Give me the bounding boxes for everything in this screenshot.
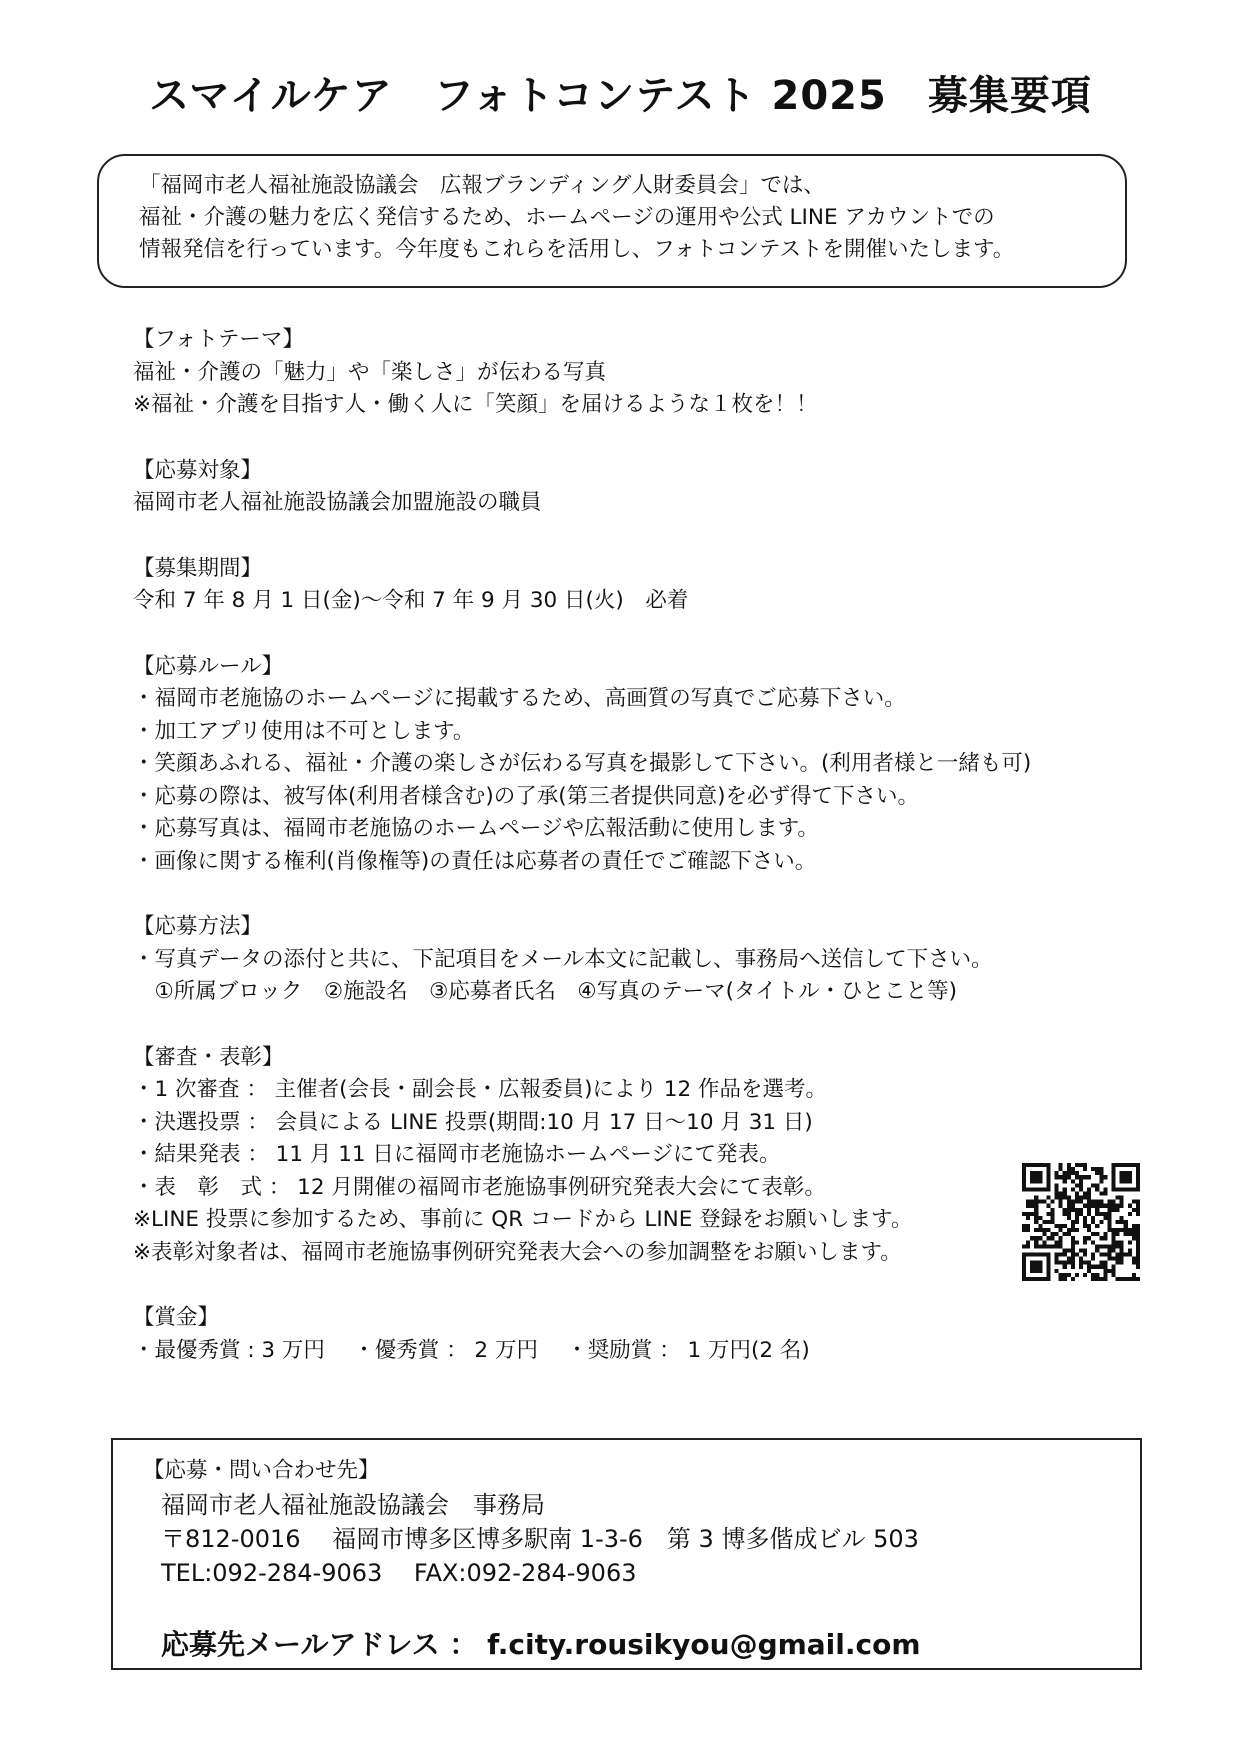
page-title: スマイルケア フォトコンテスト 2025 募集要項 xyxy=(149,73,1092,119)
section-eligibility xyxy=(133,455,1133,520)
section-line: ・決選投票 ： 会員による LINE 投票(期間:10 月 17 日～10 月 31 日) xyxy=(133,1109,813,1135)
section-theme xyxy=(133,324,1133,422)
section-prize xyxy=(133,1302,1133,1367)
section-judging xyxy=(133,1042,1133,1270)
section-heading: 【応募対象】 xyxy=(133,457,263,483)
intro-line: 情報発信を行っています。今年度もこれらを活用し、フォトコンテストを開催いたします。 xyxy=(139,237,1015,262)
section-line: ※福祉・介護を目指す人・働く人に「笑顔」を届けるような１枚を！！ xyxy=(133,392,818,417)
contact-heading: 【応募・問い合わせ先】 xyxy=(143,1458,380,1483)
section-line: ※LINE 投票に参加するため、事前に QR コードから LINE 登録をお願いします。 xyxy=(133,1207,913,1232)
section-line: ・応募の際は、被写体(利用者様含む)の了承(第三者提供同意)を必ず得て下さい。 xyxy=(133,783,920,809)
contact-org: 福岡市老人福祉施設協議会 事務局 xyxy=(161,1491,545,1519)
contact-box xyxy=(111,1438,1142,1670)
contact-phone: TEL:092-284-9063 FAX:092-284-9063 xyxy=(161,1559,637,1587)
section-heading: 【応募方法】 xyxy=(133,914,263,939)
section-period xyxy=(133,553,1133,618)
contact-address: 〒812-0016 福岡市博多区博多駅南 1-3-6 第 3 博多偕成ビル 503 xyxy=(161,1525,919,1553)
section-line: 令和 7 年 8 月 1 日(金)～令和 7 年 9 月 30 日(火) 必着 xyxy=(133,588,689,613)
section-line: ・画像に関する権利(肖像権等)の責任は応募者の責任でご確認下さい。 xyxy=(133,848,817,874)
section-line: ・結果発表 ： 11 月 11 日に福岡市老施協ホームページにて発表。 xyxy=(133,1142,781,1167)
section-line: ・1 次審査 ： 主催者(会長・副会長・広報委員)により 12 作品を選考。 xyxy=(133,1077,827,1102)
section-heading: 【審査・表彰】 xyxy=(133,1044,284,1070)
section-line: ・笑顔あふれる、福祉・介護の楽しさが伝わる写真を撮影して下さい。(利用者様と一緒も可) xyxy=(133,751,1032,776)
section-line: 福祉・介護の「魅力」や「楽しさ」が伝わる写真 xyxy=(133,359,607,385)
intro-line: 「福岡市老人福祉施設協議会 広報ブランディング人財委員会」では、 xyxy=(139,173,825,198)
section-method xyxy=(133,911,1133,1009)
guidelines-body xyxy=(133,324,1133,1400)
section-heading: 【フォトテーマ】 xyxy=(133,327,304,352)
section-heading: 【応募ルール】 xyxy=(133,653,284,679)
qr-code-icon[interactable] xyxy=(1022,1163,1140,1281)
section-line: ①所属ブロック ②施設名 ③応募者氏名 ④写真のテーマ(タイトル・ひとこと等) xyxy=(133,979,958,1004)
section-heading: 【募集期間】 xyxy=(133,555,263,581)
section-line: ・応募写真は、福岡市老施協のホームページや広報活動に使用します。 xyxy=(133,816,819,841)
section-line: ・写真データの添付と共に、下記項目をメール本文に記載し、事務局へ送信して下さい。 xyxy=(133,946,993,972)
section-rules xyxy=(133,651,1133,879)
section-line: ・加工アプリ使用は不可とします。 xyxy=(133,718,475,744)
intro-line: 福祉・介護の魅力を広く発信するため、ホームページの運用や公式 LINE アカウントでの xyxy=(139,205,995,230)
section-line: ・福岡市老施協のホームページに掲載するため、高画質の写真でご応募下さい。 xyxy=(133,686,906,711)
section-line: ・最優秀賞 : 3 万円 ・優秀賞 ： 2 万円 ・奨励賞 ： 1 万円(2 名) xyxy=(133,1337,810,1363)
section-line: 福岡市老人福祉施設協議会加盟施設の職員 xyxy=(133,490,542,515)
contact-email[interactable]: 応募先メールアドレス ： f.city.rousikyou@gmail.com xyxy=(161,1628,921,1661)
section-line: ・表 彰 式 ： 12 月開催の福岡市老施協事例研究発表大会にて表彰。 xyxy=(133,1174,826,1200)
section-heading: 【賞金】 xyxy=(133,1305,220,1330)
intro-box xyxy=(97,154,1127,288)
section-line: ※表彰対象者は、福岡市老施協事例研究発表大会への参加調整をお願いします。 xyxy=(133,1239,902,1265)
